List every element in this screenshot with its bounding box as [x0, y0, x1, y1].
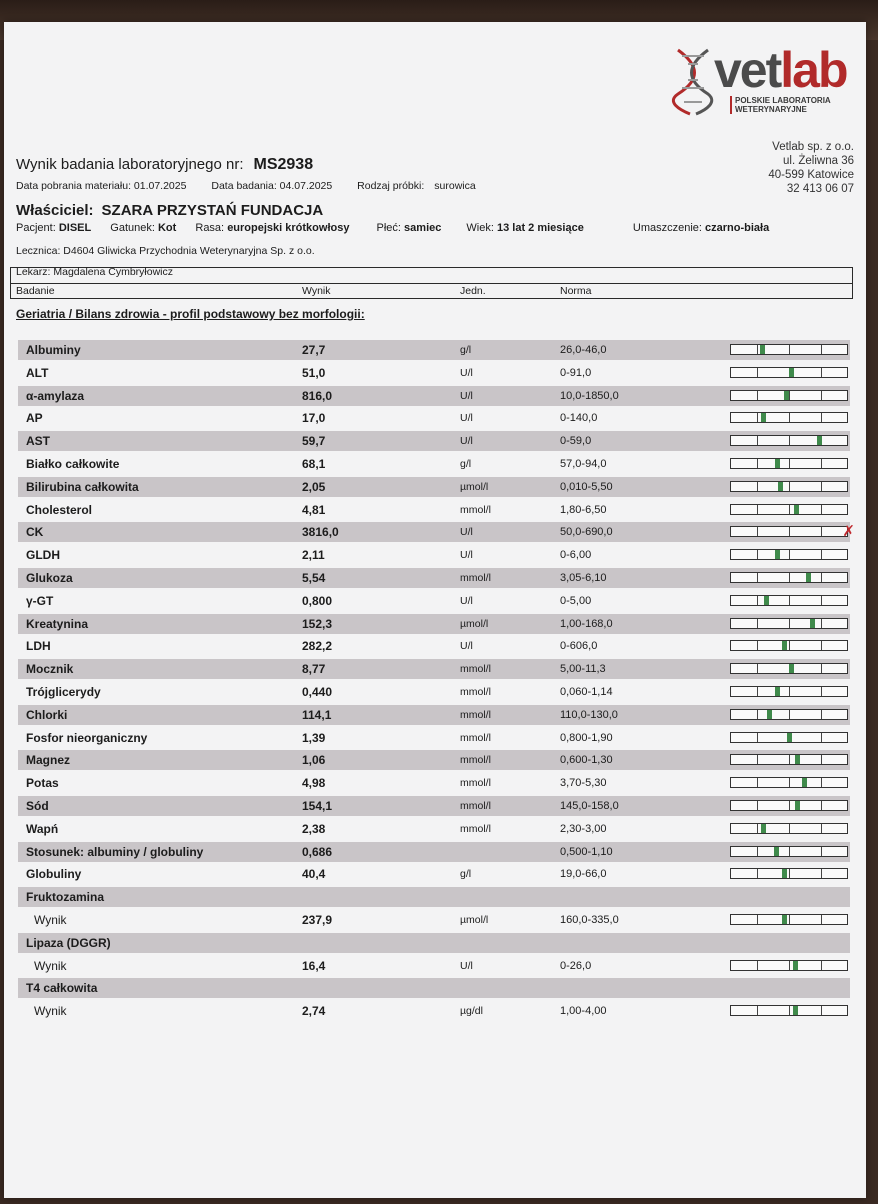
result-value: 237,9 [302, 913, 333, 927]
report-number: MS2938 [253, 156, 314, 173]
result-value: 4,98 [302, 776, 326, 791]
gauge-tick [821, 733, 822, 742]
gauge-tick [757, 915, 758, 924]
gauge-marker [767, 710, 772, 719]
range-gauge [730, 777, 848, 788]
result-unit: µg/dl [460, 1005, 483, 1018]
table-row [18, 568, 850, 588]
table-row [18, 545, 850, 565]
gauge-tick [789, 1006, 790, 1015]
result-value: 8,77 [302, 662, 326, 677]
gauge-tick [789, 527, 790, 536]
vetlab-tagline: POLSKIE LABORATORIA WETERYNARYJNE [730, 96, 831, 114]
result-unit: mmol/l [460, 731, 491, 744]
gauge-tick [757, 641, 758, 650]
gauge-tick [757, 1006, 758, 1015]
result-value: 2,38 [302, 821, 326, 836]
gauge-tick [757, 733, 758, 742]
gauge-tick [821, 801, 822, 810]
result-unit: µmol/l [460, 480, 489, 493]
gauge-tick [821, 573, 822, 582]
gauge-tick [789, 391, 790, 400]
gauge-marker [761, 413, 766, 422]
result-value: 27,7 [302, 343, 326, 357]
test-name: γ-GT [26, 593, 54, 608]
gauge-tick [757, 847, 758, 856]
table-row [18, 500, 850, 520]
gauge-marker [782, 869, 787, 878]
test-name: Glukoza [26, 571, 73, 585]
dna-icon [670, 46, 716, 116]
table-row [18, 750, 850, 770]
table-row [18, 522, 855, 542]
reference-range: 1,00-168,0 [560, 617, 613, 630]
range-gauge [730, 572, 848, 583]
test-name: Wynik [34, 1004, 67, 1019]
result-value: 2,11 [302, 548, 325, 563]
gauge-tick [821, 664, 822, 673]
range-gauge [730, 640, 848, 651]
gauge-tick [789, 596, 790, 605]
gauge-tick [789, 915, 790, 924]
table-row [18, 956, 850, 976]
table-row [18, 728, 850, 748]
result-value: 2,05 [302, 479, 326, 494]
result-unit: U/l [460, 549, 473, 562]
test-name: AP [26, 411, 43, 426]
gauge-marker [784, 391, 789, 400]
out-of-range-icon: ✗ [842, 523, 855, 541]
gauge-marker [789, 368, 794, 377]
result-unit: U/l [460, 412, 473, 425]
result-value: 2,74 [302, 1004, 326, 1019]
patient-line: Pacjent: DISEL Gatunek: Kot Rasa: europejski krótkowłosy Płeć: samiec Wiek: 13 lat 2 miesiące Umaszczenie: czarno-biała [16, 222, 770, 234]
result-value: 4,81 [302, 502, 326, 517]
reference-range: 145,0-158,0 [560, 800, 619, 812]
reference-range: 0,060-1,14 [560, 686, 613, 698]
gauge-tick [789, 847, 790, 856]
table-row [18, 477, 850, 497]
range-gauge [730, 458, 848, 469]
result-unit: mmol/l [460, 686, 491, 698]
test-name: Trójglicerydy [26, 685, 101, 699]
table-row [18, 796, 850, 816]
result-value: 154,1 [302, 799, 333, 813]
gauge-marker [775, 687, 780, 696]
gauge-tick [821, 459, 822, 468]
test-name: CK [26, 525, 44, 540]
gauge-marker [782, 641, 787, 650]
gauge-marker [787, 733, 792, 742]
range-gauge [730, 390, 848, 401]
result-unit: U/l [460, 959, 473, 972]
range-gauge [730, 732, 848, 743]
range-gauge [730, 823, 848, 834]
table-row [18, 431, 850, 451]
reference-range: 0-5,00 [560, 594, 592, 607]
gauge-tick [757, 596, 758, 605]
gauge-marker [817, 436, 822, 445]
gauge-tick [821, 413, 822, 422]
test-name: Cholesterol [26, 502, 93, 517]
test-name: Wapń [26, 821, 59, 836]
gauge-marker [793, 961, 798, 970]
result-unit: U/l [460, 389, 473, 402]
range-gauge [730, 846, 848, 857]
column-header-test: Badanie [16, 285, 55, 297]
result-value: 816,0 [302, 388, 333, 403]
test-name: LDH [26, 639, 51, 654]
reference-range: 0-59,0 [560, 435, 592, 448]
table-row [18, 591, 850, 611]
gauge-marker [793, 1006, 798, 1015]
test-name: Kreatynina [26, 616, 89, 631]
range-gauge [730, 549, 848, 560]
gauge-tick [757, 368, 758, 377]
range-gauge [730, 481, 848, 492]
reference-range: 0-140,0 [560, 412, 598, 425]
reference-range: 0,800-1,90 [560, 731, 613, 744]
test-name: ALT [26, 365, 49, 380]
range-gauge [730, 595, 848, 606]
doctor-line: Lekarz: Magdalena Cymbryłowicz [16, 266, 173, 278]
test-name: AST [26, 434, 50, 449]
gauge-tick [821, 391, 822, 400]
reference-range: 110,0-130,0 [560, 708, 618, 721]
subheader-label: T4 całkowita [26, 981, 98, 996]
gauge-tick [789, 778, 790, 787]
range-gauge [730, 435, 848, 446]
gauge-tick [757, 778, 758, 787]
table-row [18, 614, 850, 634]
gauge-tick [821, 345, 822, 354]
gauge-tick [821, 961, 822, 970]
reference-range: 19,0-66,0 [560, 868, 607, 881]
gauge-tick [821, 824, 822, 833]
table-row [18, 842, 850, 862]
result-unit: mmol/l [460, 503, 491, 516]
section-subheader-row [18, 978, 850, 998]
gauge-marker [794, 505, 799, 514]
reference-range: 3,05-6,10 [560, 572, 607, 584]
vetlab-wordmark: vetlab [714, 42, 847, 98]
table-row [18, 682, 850, 702]
result-value: 0,440 [302, 685, 333, 699]
gauge-tick [789, 550, 790, 559]
gauge-tick [821, 778, 822, 787]
result-unit: U/l [460, 366, 473, 379]
vetlab-logo [670, 40, 860, 120]
result-unit: g/l [460, 344, 472, 356]
reference-range: 5,00-11,3 [560, 663, 606, 676]
gauge-tick [821, 641, 822, 650]
result-value: 1,06 [302, 753, 326, 768]
test-name: Wynik [34, 958, 67, 973]
range-gauge [730, 914, 848, 925]
gauge-marker [806, 573, 811, 582]
result-unit: µmol/l [460, 914, 489, 926]
report-title: Wynik badania laboratoryjnego nr: MS2938 [16, 156, 314, 173]
gauge-tick [757, 619, 758, 628]
result-unit: g/l [460, 868, 472, 881]
gauge-tick [757, 436, 758, 445]
table-row [18, 363, 850, 383]
result-unit: U/l [460, 594, 473, 607]
gauge-tick [789, 687, 790, 696]
subheader-label: Fruktozamina [26, 890, 105, 905]
gauge-tick [821, 527, 822, 536]
gauge-tick [757, 573, 758, 582]
gauge-tick [757, 755, 758, 764]
gauge-marker [761, 824, 766, 833]
result-value: 282,2 [302, 639, 333, 654]
range-gauge [730, 367, 848, 378]
gauge-tick [821, 687, 822, 696]
test-name: Sód [26, 799, 49, 813]
gauge-tick [757, 710, 758, 719]
table-row [18, 819, 850, 839]
gauge-tick [757, 482, 758, 491]
test-name: Fosfor nieorganiczny [26, 730, 148, 745]
gauge-tick [789, 869, 790, 878]
reference-range: 0,600-1,30 [560, 754, 613, 767]
gauge-tick [757, 527, 758, 536]
range-gauge [730, 523, 855, 541]
result-unit: g/l [460, 458, 472, 470]
gauge-marker [775, 550, 780, 559]
gauge-tick [757, 345, 758, 354]
reference-range: 2,30-3,00 [560, 822, 607, 835]
result-value: 152,3 [302, 616, 333, 631]
test-name: Potas [26, 776, 59, 791]
result-unit: U/l [460, 435, 473, 448]
result-value: 0,800 [302, 593, 333, 608]
result-unit: mmol/l [460, 800, 491, 812]
company-address: Vetlab sp. z o.o. ul. Żeliwna 36 40-599 Katowice 32 413 06 07 [768, 141, 854, 195]
table-row [18, 408, 850, 428]
reference-range: 0-606,0 [560, 640, 598, 653]
gauge-tick [757, 824, 758, 833]
table-row [18, 340, 850, 360]
gauge-tick [789, 345, 790, 354]
range-gauge [730, 1005, 848, 1016]
subheader-label: Lipaza (DGGR) [26, 935, 111, 950]
range-gauge [730, 618, 848, 629]
column-header-unit: Jedn. [460, 285, 486, 297]
reference-range: 10,0-1850,0 [560, 389, 619, 402]
reference-range: 57,0-94,0 [560, 458, 607, 470]
gauge-tick [821, 505, 822, 514]
gauge-marker [764, 596, 769, 605]
result-value: 114,1 [302, 707, 332, 722]
gauge-tick [821, 368, 822, 377]
gauge-tick [757, 687, 758, 696]
result-unit: mmol/l [460, 572, 491, 584]
range-gauge [730, 868, 848, 879]
result-value: 1,39 [302, 730, 326, 745]
reference-range: 3,70-5,30 [560, 777, 607, 790]
gauge-tick [757, 869, 758, 878]
section-subheader-row [18, 933, 850, 953]
reference-range: 0,010-5,50 [560, 480, 613, 493]
section-subheader-row [18, 887, 850, 907]
result-unit: mmol/l [460, 708, 491, 721]
gauge-tick [821, 847, 822, 856]
result-value: 68,1 [302, 457, 326, 471]
range-gauge [730, 800, 848, 811]
gauge-tick [821, 482, 822, 491]
gauge-marker [810, 619, 815, 628]
gauge-tick [789, 413, 790, 422]
test-name: Stosunek: albuminy / globuliny [26, 844, 204, 859]
range-gauge [730, 344, 848, 355]
test-name: Białko całkowite [26, 457, 120, 471]
gauge-marker [774, 847, 779, 856]
table-row [18, 773, 850, 793]
column-header-norm: Norma [560, 285, 592, 297]
gauge-tick [757, 550, 758, 559]
reference-range: 0,500-1,10 [560, 845, 613, 858]
table-row [18, 864, 850, 884]
test-name: α-amylaza [26, 388, 85, 403]
result-unit: mmol/l [460, 822, 491, 835]
reference-range: 1,00-4,00 [560, 1005, 607, 1018]
gauge-tick [789, 641, 790, 650]
table-row [18, 454, 850, 474]
gauge-tick [789, 619, 790, 628]
gauge-marker [760, 345, 765, 354]
gauge-marker [789, 664, 794, 673]
test-name: Magnez [26, 753, 71, 768]
result-value: 59,7 [302, 434, 326, 449]
gauge-tick [789, 436, 790, 445]
range-gauge [730, 686, 848, 697]
test-name: Bilirubina całkowita [26, 479, 139, 494]
result-unit: µmol/l [460, 617, 489, 630]
column-header-result: Wynik [302, 285, 331, 297]
reference-range: 0-26,0 [560, 959, 592, 972]
result-value: 5,54 [302, 571, 326, 585]
gauge-tick [757, 459, 758, 468]
gauge-tick [757, 664, 758, 673]
gauge-tick [757, 961, 758, 970]
gauge-tick [789, 755, 790, 764]
test-name: Wynik [34, 913, 67, 927]
result-unit: U/l [460, 526, 473, 539]
gauge-tick [789, 482, 790, 491]
reference-range: 160,0-335,0 [560, 914, 619, 926]
gauge-marker [782, 915, 787, 924]
test-name: Chlorki [26, 707, 68, 722]
gauge-tick [821, 1006, 822, 1015]
gauge-tick [757, 391, 758, 400]
gauge-tick [821, 869, 822, 878]
table-row [18, 659, 850, 679]
table-row [18, 636, 850, 656]
report-dates: Data pobrania materiału: 01.07.2025 Data badania: 04.07.2025 Rodzaj próbki: surowica [16, 180, 476, 192]
reference-range: 0-91,0 [560, 366, 592, 379]
table-header-divider [10, 283, 853, 284]
test-name: Albuminy [26, 343, 81, 357]
result-value: 3816,0 [302, 525, 339, 540]
test-name: GLDH [26, 548, 60, 563]
gauge-tick [821, 915, 822, 924]
gauge-tick [821, 755, 822, 764]
gauge-tick [821, 710, 822, 719]
result-unit: U/l [460, 640, 473, 653]
gauge-marker [795, 755, 800, 764]
gauge-tick [789, 573, 790, 582]
gauge-marker [778, 482, 783, 491]
gauge-marker [795, 801, 800, 810]
reference-range: 26,0-46,0 [560, 344, 607, 356]
result-value: 16,4 [302, 958, 326, 973]
gauge-tick [789, 710, 790, 719]
result-value: 17,0 [302, 411, 326, 426]
result-unit: mmol/l [460, 777, 491, 790]
gauge-tick [789, 505, 790, 514]
range-gauge [730, 754, 848, 765]
clinic-line: Lecznica: D4604 Gliwicka Przychodnia Weterynaryjna Sp. z o.o. [16, 245, 315, 257]
gauge-tick [789, 824, 790, 833]
gauge-tick [789, 459, 790, 468]
result-value: 0,686 [302, 844, 333, 859]
reference-range: 50,0-690,0 [560, 526, 613, 539]
range-gauge [730, 709, 848, 720]
result-unit: mmol/l [460, 663, 491, 676]
gauge-marker [802, 778, 807, 787]
range-gauge [730, 960, 848, 971]
owner-line: Właściciel: SZARA PRZYSTAŃ FUNDACJA [16, 202, 324, 219]
gauge-tick [757, 505, 758, 514]
gauge-tick [789, 801, 790, 810]
table-row [18, 386, 850, 406]
range-gauge [730, 663, 848, 674]
table-row [18, 705, 850, 725]
gauge-tick [789, 961, 790, 970]
gauge-tick [821, 596, 822, 605]
reference-range: 1,80-6,50 [560, 503, 607, 516]
gauge-tick [821, 619, 822, 628]
table-row [18, 1001, 850, 1021]
range-gauge [730, 504, 848, 515]
reference-range: 0-6,00 [560, 549, 592, 562]
table-row [18, 910, 850, 930]
range-gauge [730, 412, 848, 423]
result-value: 51,0 [302, 365, 326, 380]
test-name: Globuliny [26, 867, 82, 882]
section-title: Geriatria / Bilans zdrowia - profil podstawowy bez morfologii: [16, 307, 365, 321]
gauge-tick [757, 413, 758, 422]
gauge-tick [757, 801, 758, 810]
gauge-marker [775, 459, 780, 468]
result-value: 40,4 [302, 867, 326, 882]
test-name: Mocznik [26, 662, 74, 677]
gauge-tick [821, 550, 822, 559]
result-unit: mmol/l [460, 754, 491, 767]
